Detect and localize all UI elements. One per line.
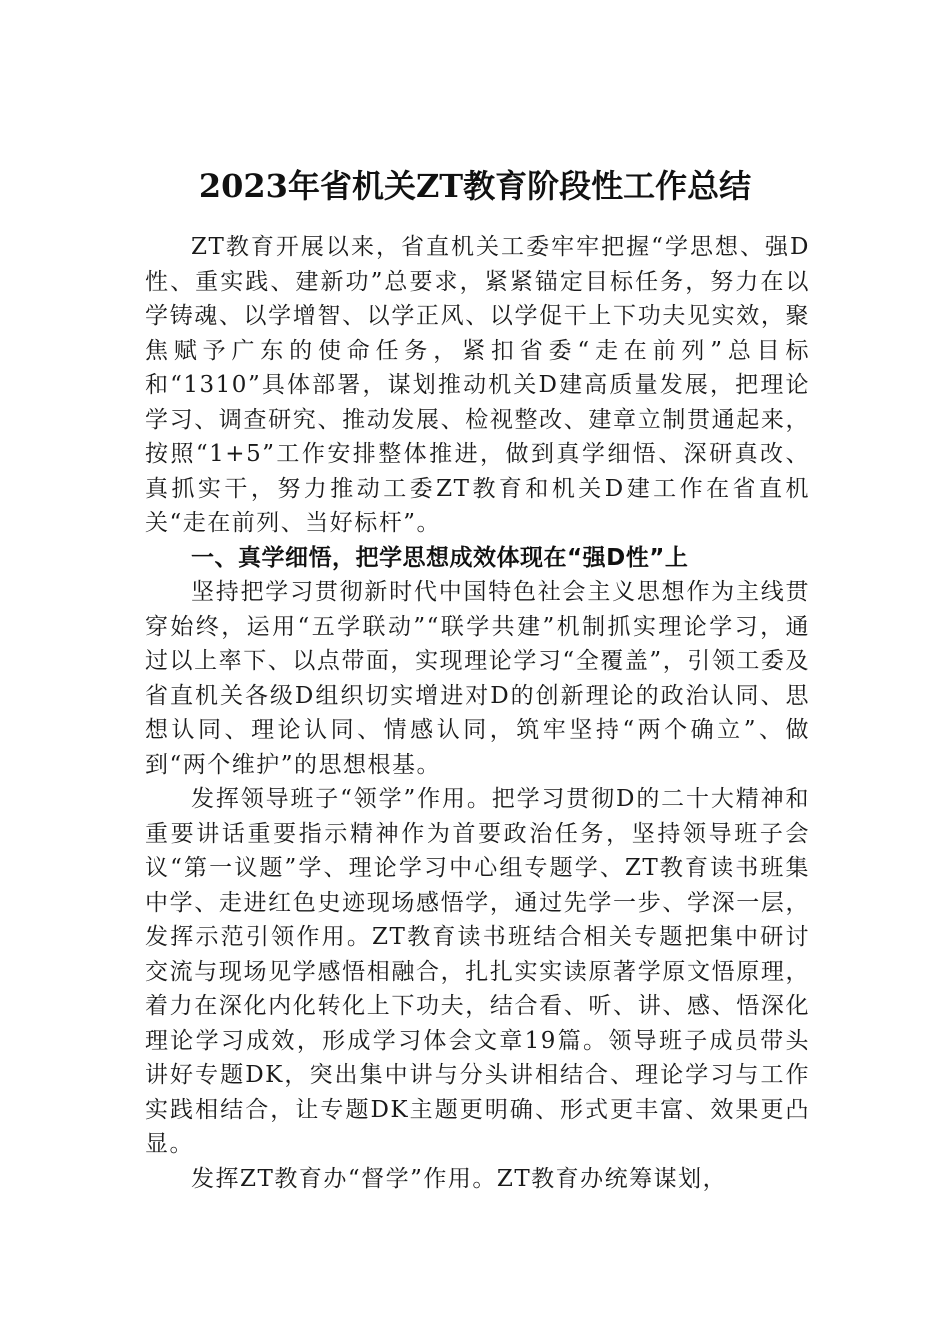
- section-heading-1: 一、真学细悟，把学思想成效体现在“强D性”上: [191, 544, 689, 571]
- section1-paragraph-2: 发挥领导班子“领学”作用。把学习贯彻D的二十大精神和重要讲话重要指示精神作为首要政治任务，坚持领导班子会议“第一议题”学、理论学习中心组专题学、ZT教育读书班集中学、走进红色史迹现场感悟学，通过先学一步、学深一层，发挥示范引领作用。ZT教育读书班结合相关专题把集中研讨交流与现场见学感悟相融合，扎扎实实读原著学原文悟原理，着力在深化内化转化上下功夫，结合看、听、讲、感、悟深化理论学习成效，形成学习体会文章19篇。领导班子成员带头讲好专题DK，突出集中讲与分头讲相结合、理论学习与工作实践相结合，让专题DK主题更明确、形式更丰富、效果更凸显。: [145, 786, 810, 1157]
- section1-paragraph-1: 坚持把学习贯彻新时代中国特色社会主义思想作为主线贯穿始终，运用“五学联动”“联学共建”机制抓实理论学习，通过以上率下、以点带面，实现理论学习“全覆盖”，引领工委及省直机关各级D组织切实增进对D的创新理论的政治认同、思想认同、理论认同、情感认同，筑牢坚持“两个确立”、做到“两个维护”的思想根基。: [145, 579, 810, 778]
- document-body: [145, 230, 810, 1196]
- intro-paragraph: ZT教育开展以来，省直机关工委牢牢把握“学思想、强D性、重实践、建新功”总要求，紧紧锚定目标任务，努力在以学铸魂、以学增智、以学正风、以学促干上下功夫见实效，聚焦赋予广东的使命任务，紧扣省委“走在前列”总目标和“1310”具体部署，谋划推动机关D建高质量发展，把理论学习、调查研究、推动发展、检视整改、建章立制贯通起来，按照“1+5”工作安排整体推进，做到真学细悟、深研真改、真抓实干，努力推动工委ZT教育和机关D建工作在省直机关“走在前列、当好标杆”。: [145, 234, 810, 536]
- document-title: 2023年省机关ZT教育阶段性工作总结: [198, 167, 752, 205]
- section1-paragraph-3: 发挥ZT教育办“督学”作用。ZT教育办统筹谋划，: [191, 1165, 728, 1192]
